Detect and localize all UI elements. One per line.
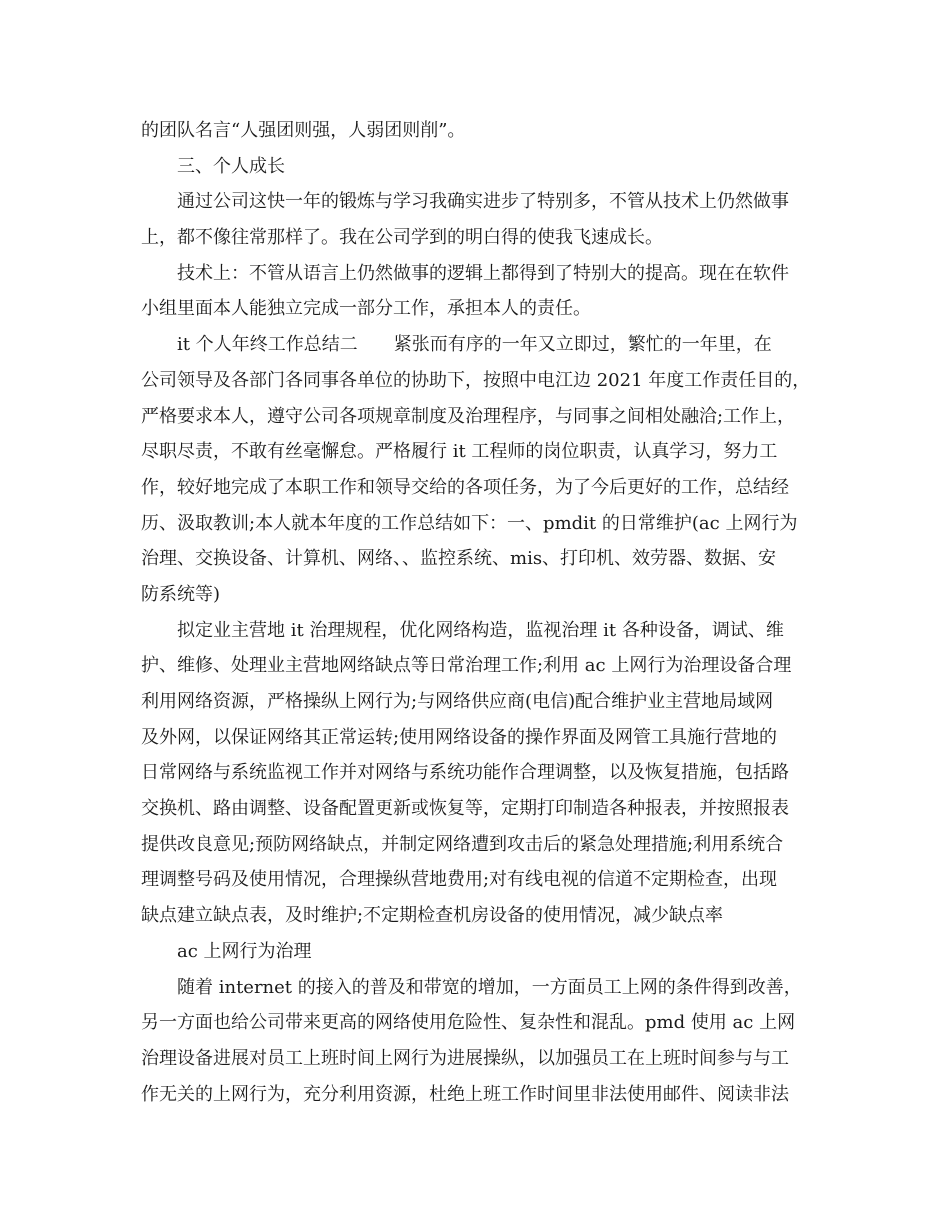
text-line: 的团队名言“人强团则强，人弱团则削”。	[141, 120, 466, 141]
section-heading: 三、个人成长	[177, 155, 285, 177]
text-line: 随着 internet 的接入的普及和带宽的增加，一方面员工上网的条件得到改善，	[177, 976, 802, 998]
text-line: it 个人年终工作总结二 紧张而有序的一年又立即过，繁忙的一年里，在	[177, 334, 772, 356]
text-line: 通过公司这快一年的锻炼与学习我确实进步了特别多，不管从技术上仍然做事	[177, 191, 789, 213]
text-line: 及外网，以保证网络其正常运转;使用网络设备的操作界面及网管工具施行营地的	[141, 726, 778, 748]
text-line: 理调整号码及使用情况，合理操纵营地费用;对有线电视的信道不定期检查，出现	[141, 869, 778, 891]
text-line: 利用网络资源，严格操纵上网行为;与网络供应商(电信)配合维护业主营地局域网	[141, 691, 774, 712]
text-line: 技术上：不管从语言上仍然做事的逻辑上都得到了特别大的提高。现在在软件	[177, 262, 789, 284]
text-line: 治理设备进展对员工上班时间上网行为进展操纵，以加强员工在上班时间参与与工	[141, 1047, 789, 1069]
text-line: 上，都不像往常那样了。我在公司学到的明白得的使我飞速成长。	[141, 227, 663, 249]
text-line: 提供改良意见;预防网络缺点，并制定网络遭到攻击后的紧急处理措施;利用系统合	[141, 833, 784, 855]
text-line: 严格要求本人，遵守公司各项规章制度及治理程序，与同事之间相处融洽;工作上，	[141, 405, 796, 427]
text-line: 缺点建立缺点表，及时维护;不定期检查机房设备的使用情况，减少缺点率	[141, 905, 724, 927]
text-line: 历、汲取教训;本人就本年度的工作总结如下：一、pmdit 的日常维护(ac 上网行为	[141, 512, 798, 534]
section-heading: ac 上网行为治理	[177, 940, 312, 962]
text-line: 交换机、路由调整、设备配置更新或恢复等，定期打印制造各种报表，并按照报表	[141, 798, 789, 820]
text-line: 作无关的上网行为，充分利用资源，杜绝上班工作时间里非法使用邮件、阅读非法	[141, 1083, 789, 1105]
text-line: 作，较好地完成了本职工作和领导交给的各项任务，为了今后更好的工作，总结经	[141, 476, 789, 498]
text-line: 尽职尽责，不敢有丝毫懈怠。严格履行 it 工程师的岗位职责，认真学习，努力工	[141, 441, 778, 463]
text-line: 护、维修、处理业主营地网络缺点等日常治理工作;利用 ac 上网行为治理设备合理	[141, 655, 792, 677]
document-body	[0, 113, 950, 1112]
text-line: 防系统等)	[141, 583, 221, 605]
text-line: 小组里面本人能独立完成一部分工作，承担本人的责任。	[141, 298, 591, 320]
text-line: 公司领导及各部门各同事各单位的协助下，按照中电江边 2021 年度工作责任目的，	[141, 369, 811, 391]
text-line: 拟定业主营地 it 治理规程，优化网络构造，监视治理 it 各种设备，调试、维	[177, 619, 784, 641]
text-line: 治理、交换设备、计算机、网络、、监控系统、mis、打印机、效劳器、数据、安	[141, 548, 777, 570]
text-line: 日常网络与系统监视工作并对网络与系统功能作合理调整，以及恢复措施，包括路	[141, 762, 789, 784]
text-line: 另一方面也给公司带来更高的网络使用危险性、复杂性和混乱。pmd 使用 ac 上网	[141, 1012, 796, 1034]
